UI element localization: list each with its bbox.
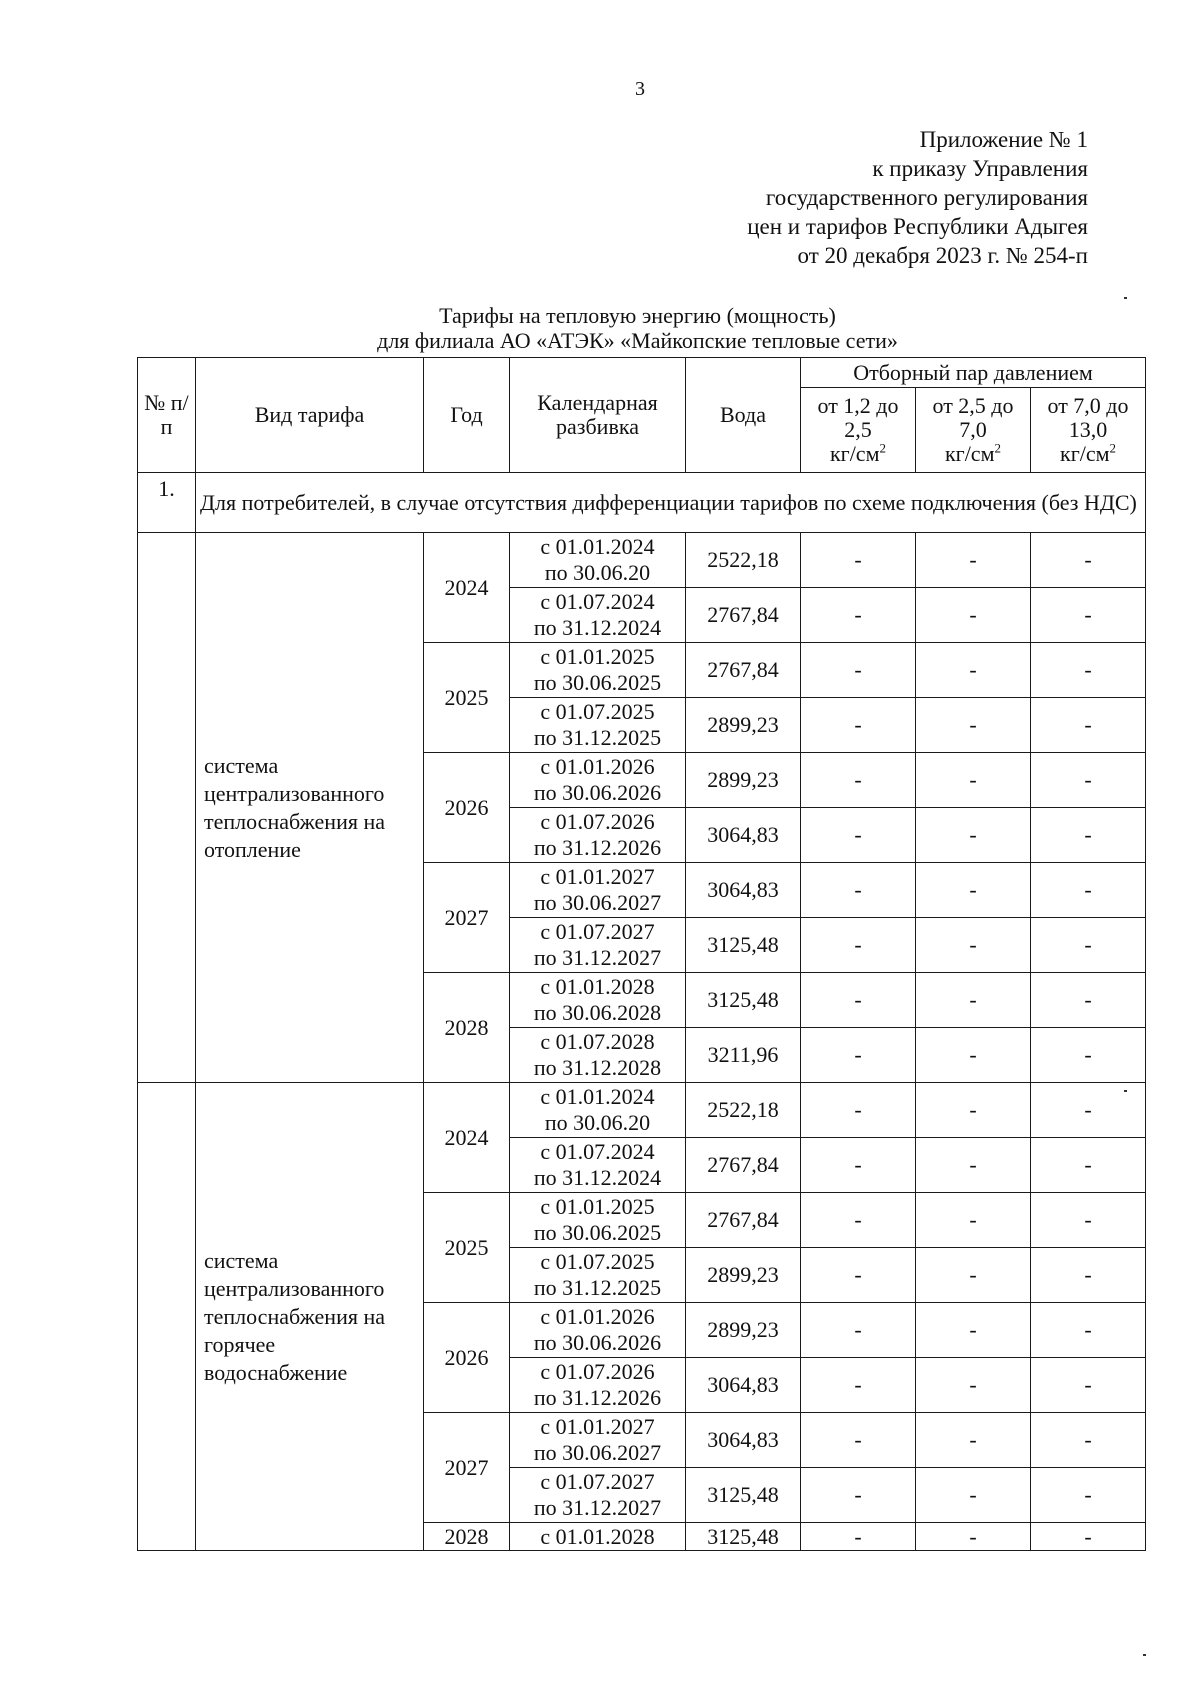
period-to: по 31.12.2024 (533, 615, 662, 640)
header-steam-1-unit (805, 442, 911, 466)
steam-3-cell: - (1031, 1193, 1146, 1248)
steam-3-cell: - (1031, 1248, 1146, 1303)
year-cell: 2024 (424, 1083, 510, 1193)
water-tariff-cell: 2767,84 (686, 643, 801, 698)
steam-2-cell: - (916, 918, 1031, 973)
unit-sup: 2 (994, 440, 1001, 456)
steam-2-cell: - (916, 1083, 1031, 1138)
period-cell (510, 973, 686, 1028)
table-row (138, 1083, 1146, 1138)
steam-3-cell: - (1031, 1083, 1146, 1138)
row-num-cell (138, 533, 196, 1083)
steam-1-cell: - (801, 533, 916, 588)
water-tariff-cell: 2767,84 (686, 1193, 801, 1248)
year-cell: 2025 (424, 643, 510, 753)
period-cell (510, 1303, 686, 1358)
water-tariff-cell: 2899,23 (686, 753, 801, 808)
period-to: по 30.06.20 (544, 560, 651, 585)
steam-1-cell: - (801, 1028, 916, 1083)
unit-sup: 2 (1109, 440, 1117, 456)
steam-2-cell: - (916, 808, 1031, 863)
header-water: Вода (686, 358, 801, 473)
period-cell (510, 863, 686, 918)
water-tariff-cell: 3125,48 (686, 1523, 801, 1551)
header-steam-group: Отборный пар давлением (801, 358, 1146, 388)
steam-3-cell: - (1031, 1028, 1146, 1083)
steam-3-cell: - (1031, 643, 1146, 698)
header-steam-1 (801, 388, 916, 473)
water-tariff-cell: 3064,83 (686, 863, 801, 918)
steam-2-cell: - (916, 1303, 1031, 1358)
unit-text: кг/см (829, 441, 880, 466)
steam-1-cell: - (801, 698, 916, 753)
water-tariff-cell: 3125,48 (686, 918, 801, 973)
steam-2-cell: - (916, 1413, 1031, 1468)
tariff-type-cell: система централизованного теплоснабжения на горячее водоснабжение (196, 1083, 424, 1551)
steam-2-cell: - (916, 1028, 1031, 1083)
period-from: с 01.01.2025 (540, 644, 655, 669)
appendix-line: к приказу Управления (872, 156, 1088, 181)
steam-2-cell: - (916, 588, 1031, 643)
page-number: 3 (635, 78, 645, 100)
steam-3-cell: - (1031, 533, 1146, 588)
year-cell: 2026 (424, 1303, 510, 1413)
year-cell: 2028 (424, 1523, 510, 1551)
period-from: с 01.07.2024 (540, 1139, 655, 1164)
steam-2-cell: - (916, 863, 1031, 918)
period-to: по 31.12.2028 (533, 1055, 662, 1080)
steam-1-cell: - (801, 1358, 916, 1413)
unit-text: кг/см (944, 441, 995, 466)
header-type: Вид тарифа (196, 358, 424, 473)
period-to: по 31.12.2026 (533, 1385, 662, 1410)
header-steam-2 (916, 388, 1031, 473)
period-from: с 01.07.2026 (540, 1359, 655, 1384)
section-text: Для потребителей, в случае отсутствия дифференциации тарифов по схеме подключения (без НДС) (196, 473, 1146, 533)
period-to: по 30.06.2028 (533, 1000, 662, 1025)
tariff-type-cell: система централизованного теплоснабжения на отопление (196, 533, 424, 1083)
steam-1-cell: - (801, 918, 916, 973)
scan-speck (1124, 1090, 1127, 1092)
water-tariff-cell: 2522,18 (686, 533, 801, 588)
period-from: с 01.01.2028 (540, 974, 655, 999)
period-from: с 01.01.2027 (540, 1414, 655, 1439)
steam-3-cell: - (1031, 1358, 1146, 1413)
steam-3-cell: - (1031, 753, 1146, 808)
period-cell (510, 1193, 686, 1248)
section-row (138, 473, 1146, 533)
period-from: с 01.01.2028 (540, 1523, 655, 1549)
appendix-line: цен и тарифов Республики Адыгея (747, 214, 1088, 239)
steam-1-cell: - (801, 1193, 916, 1248)
header-steam-3-range: от 7,0 до 13,0 (1047, 393, 1129, 442)
steam-2-cell: - (916, 1358, 1031, 1413)
steam-2-cell: - (916, 753, 1031, 808)
water-tariff-cell: 2899,23 (686, 1303, 801, 1358)
steam-3-cell: - (1031, 1413, 1146, 1468)
steam-2-cell: - (916, 1468, 1031, 1523)
steam-1-cell: - (801, 1523, 916, 1551)
water-tariff-cell: 2767,84 (686, 1138, 801, 1193)
steam-2-cell: - (916, 1523, 1031, 1551)
appendix-block (747, 125, 1088, 270)
period-to: по 31.12.2025 (533, 725, 662, 750)
steam-1-cell: - (801, 808, 916, 863)
steam-3-cell: - (1031, 1138, 1146, 1193)
period-cell (510, 1138, 686, 1193)
period-cell (510, 1468, 686, 1523)
water-tariff-cell: 3211,96 (686, 1028, 801, 1083)
year-cell: 2024 (424, 533, 510, 643)
period-cell (510, 533, 686, 588)
water-tariff-cell: 3064,83 (686, 808, 801, 863)
steam-3-cell: - (1031, 918, 1146, 973)
year-cell: 2027 (424, 863, 510, 973)
header-steam-2-range: от 2,5 до 7,0 (932, 393, 1014, 442)
period-to: по 31.12.2027 (533, 945, 662, 970)
steam-1-cell: - (801, 1468, 916, 1523)
table-body (138, 358, 1146, 1551)
water-tariff-cell: 3125,48 (686, 1468, 801, 1523)
period-from: с 01.01.2025 (540, 1194, 655, 1219)
header-steam-3-unit (1035, 442, 1141, 466)
steam-2-cell: - (916, 973, 1031, 1028)
period-from: с 01.07.2025 (540, 699, 655, 724)
year-cell: 2027 (424, 1413, 510, 1523)
steam-3-cell: - (1031, 1523, 1146, 1551)
header-steam-2-unit (920, 442, 1026, 466)
period-to: по 31.12.2026 (533, 835, 662, 860)
water-tariff-cell: 2767,84 (686, 588, 801, 643)
steam-2-cell: - (916, 1193, 1031, 1248)
table-title-line-1: Тарифы на тепловую энергию (мощность) (439, 303, 836, 328)
appendix-line: государственного регулирования (765, 185, 1088, 210)
appendix-line: Приложение № 1 (919, 127, 1088, 152)
period-cell (510, 1028, 686, 1083)
steam-1-cell: - (801, 1138, 916, 1193)
steam-3-cell: - (1031, 588, 1146, 643)
table-title (137, 303, 1138, 353)
period-cell (510, 1358, 686, 1413)
steam-1-cell: - (801, 863, 916, 918)
steam-3-cell: - (1031, 863, 1146, 918)
header-steam-3 (1031, 388, 1146, 473)
header-period: Календарная разбивка (510, 358, 686, 473)
period-cell (510, 1413, 686, 1468)
period-cell (510, 1083, 686, 1138)
water-tariff-cell: 2899,23 (686, 1248, 801, 1303)
steam-1-cell: - (801, 1083, 916, 1138)
steam-1-cell: - (801, 753, 916, 808)
year-cell: 2026 (424, 753, 510, 863)
section-num: 1. (138, 473, 196, 533)
period-cell (510, 808, 686, 863)
period-cell (510, 643, 686, 698)
period-cell (510, 1523, 686, 1551)
steam-1-cell: - (801, 1248, 916, 1303)
appendix-line: от 20 декабря 2023 г. № 254-п (797, 243, 1088, 268)
period-from: с 01.07.2027 (540, 919, 655, 944)
table-title-line-2: для филиала АО «АТЭК» «Майкопские тепловые сети» (377, 328, 898, 353)
water-tariff-cell: 3125,48 (686, 973, 801, 1028)
period-from: с 01.01.2026 (540, 754, 655, 779)
steam-3-cell: - (1031, 1468, 1146, 1523)
water-tariff-cell: 3064,83 (686, 1413, 801, 1468)
scan-speck (1143, 1654, 1146, 1656)
period-cell (510, 918, 686, 973)
steam-3-cell: - (1031, 973, 1146, 1028)
tariffs-table (137, 357, 1146, 1551)
steam-1-cell: - (801, 1413, 916, 1468)
unit-text: кг/см (1060, 441, 1110, 466)
period-from: с 01.07.2028 (540, 1029, 655, 1054)
period-from: с 01.01.2024 (540, 1084, 655, 1109)
period-to: по 31.12.2024 (533, 1165, 662, 1190)
steam-2-cell: - (916, 643, 1031, 698)
row-num-cell (138, 1083, 196, 1551)
header-row (138, 358, 1146, 388)
period-to: по 31.12.2027 (533, 1495, 662, 1520)
period-to: по 30.06.2026 (533, 780, 662, 805)
steam-3-cell: - (1031, 698, 1146, 753)
period-from: с 01.01.2024 (540, 534, 655, 559)
steam-1-cell: - (801, 973, 916, 1028)
period-to: по 30.06.2025 (533, 670, 662, 695)
header-steam-1-range: от 1,2 до 2,5 (817, 393, 899, 442)
period-to: по 30.06.2027 (533, 1440, 662, 1465)
water-tariff-cell: 2522,18 (686, 1083, 801, 1138)
period-to: по 30.06.20 (544, 1110, 651, 1135)
period-from: с 01.07.2025 (540, 1249, 655, 1274)
steam-3-cell: - (1031, 808, 1146, 863)
period-cell (510, 588, 686, 643)
period-cell (510, 753, 686, 808)
steam-1-cell: - (801, 588, 916, 643)
period-from: с 01.07.2026 (540, 809, 655, 834)
period-from: с 01.01.2027 (540, 864, 655, 889)
year-cell: 2025 (424, 1193, 510, 1303)
steam-3-cell: - (1031, 1303, 1146, 1358)
period-from: с 01.07.2027 (540, 1469, 655, 1494)
steam-2-cell: - (916, 1138, 1031, 1193)
period-cell (510, 1248, 686, 1303)
header-num: № п/п (138, 358, 196, 473)
water-tariff-cell: 2899,23 (686, 698, 801, 753)
table-row (138, 533, 1146, 588)
scan-speck (1124, 297, 1127, 299)
period-to: по 30.06.2026 (533, 1330, 662, 1355)
steam-2-cell: - (916, 698, 1031, 753)
unit-sup: 2 (879, 440, 886, 456)
period-cell (510, 698, 686, 753)
steam-2-cell: - (916, 1248, 1031, 1303)
steam-1-cell: - (801, 1303, 916, 1358)
period-from: с 01.07.2024 (540, 589, 655, 614)
header-year: Год (424, 358, 510, 473)
period-to: по 30.06.2027 (533, 890, 662, 915)
period-to: по 31.12.2025 (533, 1275, 662, 1300)
period-to: по 30.06.2025 (533, 1220, 662, 1245)
steam-2-cell: - (916, 533, 1031, 588)
year-cell: 2028 (424, 973, 510, 1083)
steam-1-cell: - (801, 643, 916, 698)
water-tariff-cell: 3064,83 (686, 1358, 801, 1413)
period-from: с 01.01.2026 (540, 1304, 655, 1329)
